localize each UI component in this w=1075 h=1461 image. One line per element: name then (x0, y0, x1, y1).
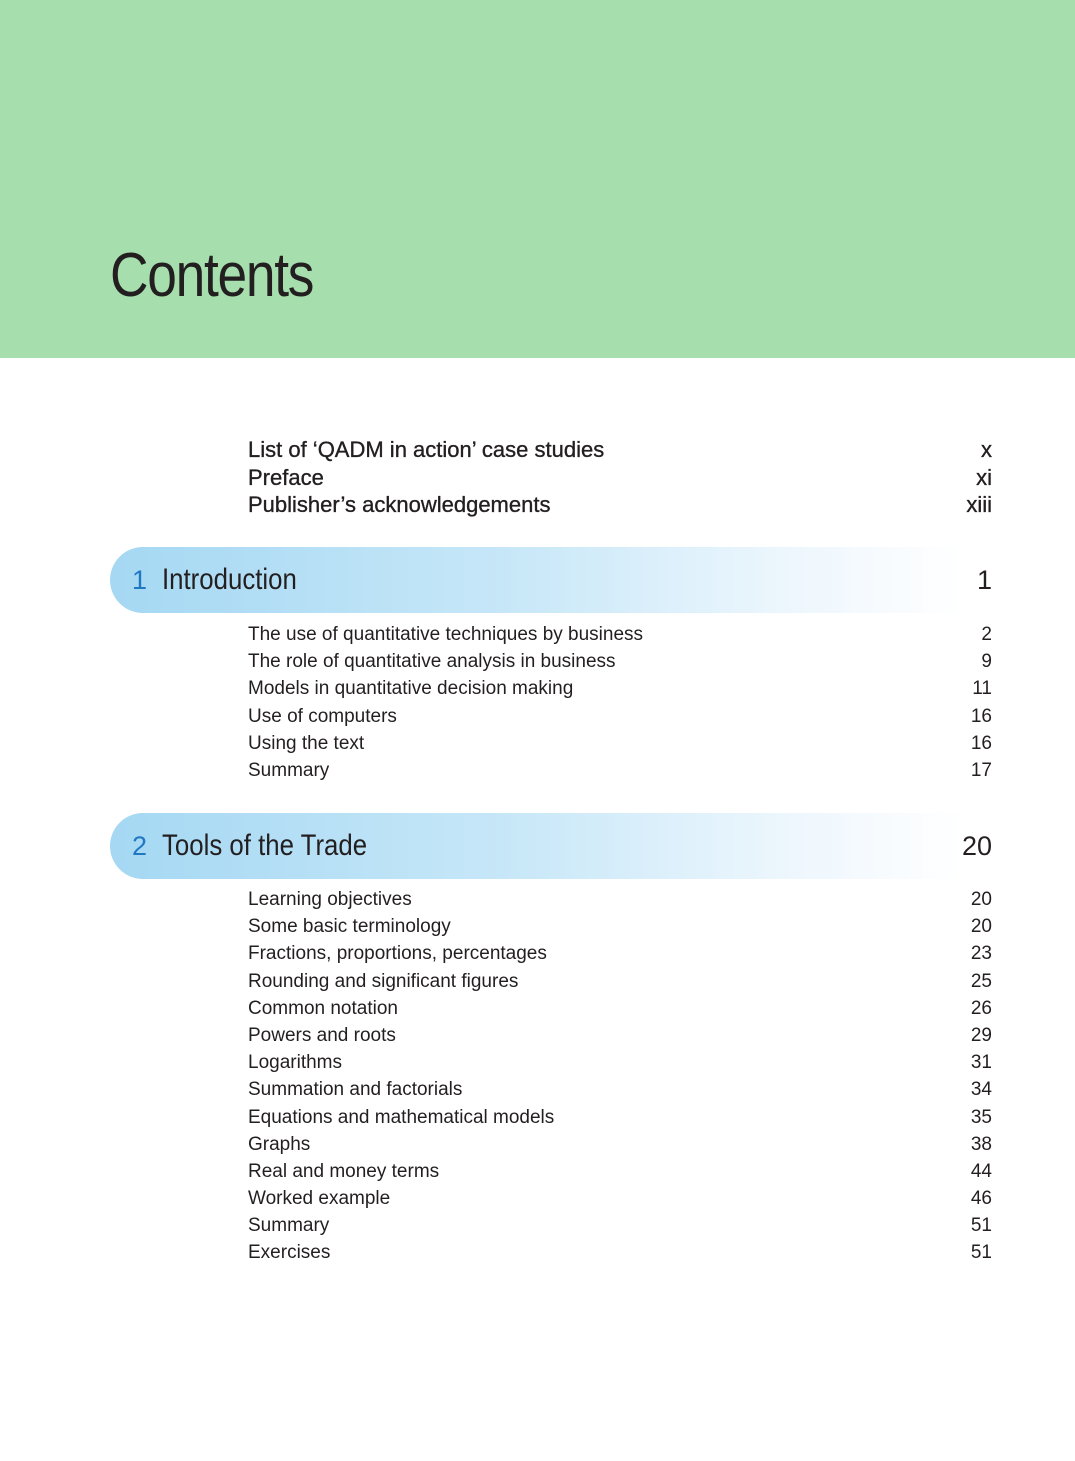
section-label: Exercises (248, 1242, 331, 1264)
section-label: Models in quantitative decision making (248, 678, 574, 700)
section-page: 26 (970, 997, 992, 1019)
section-entry[interactable] (248, 1104, 992, 1131)
section-page: 51 (970, 1215, 992, 1237)
section-page: 35 (970, 1106, 992, 1128)
toc-entry-label: Preface (248, 464, 324, 490)
section-page: 44 (970, 1160, 992, 1182)
section-page: 20 (970, 916, 992, 938)
section-entry[interactable] (248, 940, 992, 967)
section-label: Summation and factorials (248, 1079, 463, 1101)
section-entry[interactable] (248, 1076, 992, 1103)
section-page: 38 (970, 1133, 992, 1155)
section-entry[interactable] (248, 1158, 992, 1185)
section-entry[interactable] (248, 1212, 992, 1239)
section-page: 16 (970, 705, 992, 727)
toc-entry-preface[interactable] (248, 464, 992, 492)
section-label: Fractions, proportions, percentages (248, 943, 547, 965)
section-page: 31 (970, 1052, 992, 1074)
chapter-number: 1 (132, 565, 148, 595)
chapter-number: 2 (132, 831, 148, 861)
chapter-page: 20 (961, 831, 992, 861)
section-label: Using the text (248, 732, 365, 754)
chapter-page: 1 (976, 565, 992, 595)
section-page: 2 (981, 624, 992, 645)
section-label: Learning objectives (248, 889, 412, 910)
section-entry[interactable] (248, 675, 992, 702)
section-entry[interactable] (248, 968, 992, 995)
section-label: Equations and mathematical models (248, 1106, 555, 1128)
section-label: Common notation (248, 997, 398, 1019)
section-page: 25 (970, 970, 992, 992)
section-label: Logarithms (248, 1052, 342, 1074)
section-entry[interactable] (248, 1185, 992, 1212)
section-entry[interactable] (248, 648, 992, 675)
section-label: Summary (248, 759, 330, 781)
section-label: Powers and roots (248, 1024, 396, 1046)
section-entry[interactable] (248, 995, 992, 1022)
section-entry[interactable] (248, 1239, 992, 1266)
section-label: The use of quantitative techniques by business (248, 624, 644, 645)
section-page: 20 (970, 889, 992, 910)
toc-entry-page: xi (976, 464, 992, 490)
section-page: 16 (970, 732, 992, 754)
front-matter-list (248, 436, 992, 519)
section-page: 23 (970, 943, 992, 965)
section-entry[interactable] (248, 1049, 992, 1076)
chapter-2-sections (248, 886, 992, 1267)
chapter-1-heading[interactable] (110, 547, 992, 613)
section-page: 9 (981, 651, 992, 673)
section-page: 29 (970, 1024, 992, 1046)
toc-entry-page: x (981, 437, 992, 462)
section-label: Real and money terms (248, 1160, 440, 1182)
section-entry[interactable] (248, 886, 992, 913)
section-label: Use of computers (248, 705, 397, 727)
page-title: Contents (110, 241, 314, 310)
section-entry[interactable] (248, 1131, 992, 1158)
section-label: Summary (248, 1215, 330, 1237)
section-label: The role of quantitative analysis in business (248, 651, 616, 673)
toc-entry-page: xiii (966, 492, 992, 517)
section-entry[interactable] (248, 913, 992, 940)
toc-entry-acknowledgements[interactable] (248, 491, 992, 519)
section-page: 46 (970, 1188, 992, 1210)
section-entry[interactable] (248, 621, 992, 648)
section-entry[interactable] (248, 730, 992, 757)
section-page: 51 (970, 1242, 992, 1264)
chapter-2-heading[interactable] (110, 813, 992, 879)
section-label: Graphs (248, 1133, 311, 1155)
chapter-title: Tools of the Trade (162, 829, 368, 862)
section-page: 34 (970, 1079, 992, 1101)
section-entry[interactable] (248, 703, 992, 730)
chapter-title: Introduction (162, 563, 297, 596)
chapter-1-sections (248, 621, 992, 784)
section-page: 17 (970, 759, 992, 781)
section-label: Rounding and significant figures (248, 970, 519, 992)
toc-entry-label: List of ‘QADM in action’ case studies (248, 437, 605, 462)
section-label: Worked example (248, 1188, 391, 1210)
section-page: 11 (972, 678, 992, 700)
section-label: Some basic terminology (248, 916, 451, 938)
toc-entry-case-studies[interactable] (248, 436, 992, 464)
section-entry[interactable] (248, 1022, 992, 1049)
section-entry[interactable] (248, 757, 992, 784)
toc-entry-label: Publisher’s acknowledgements (248, 492, 551, 517)
